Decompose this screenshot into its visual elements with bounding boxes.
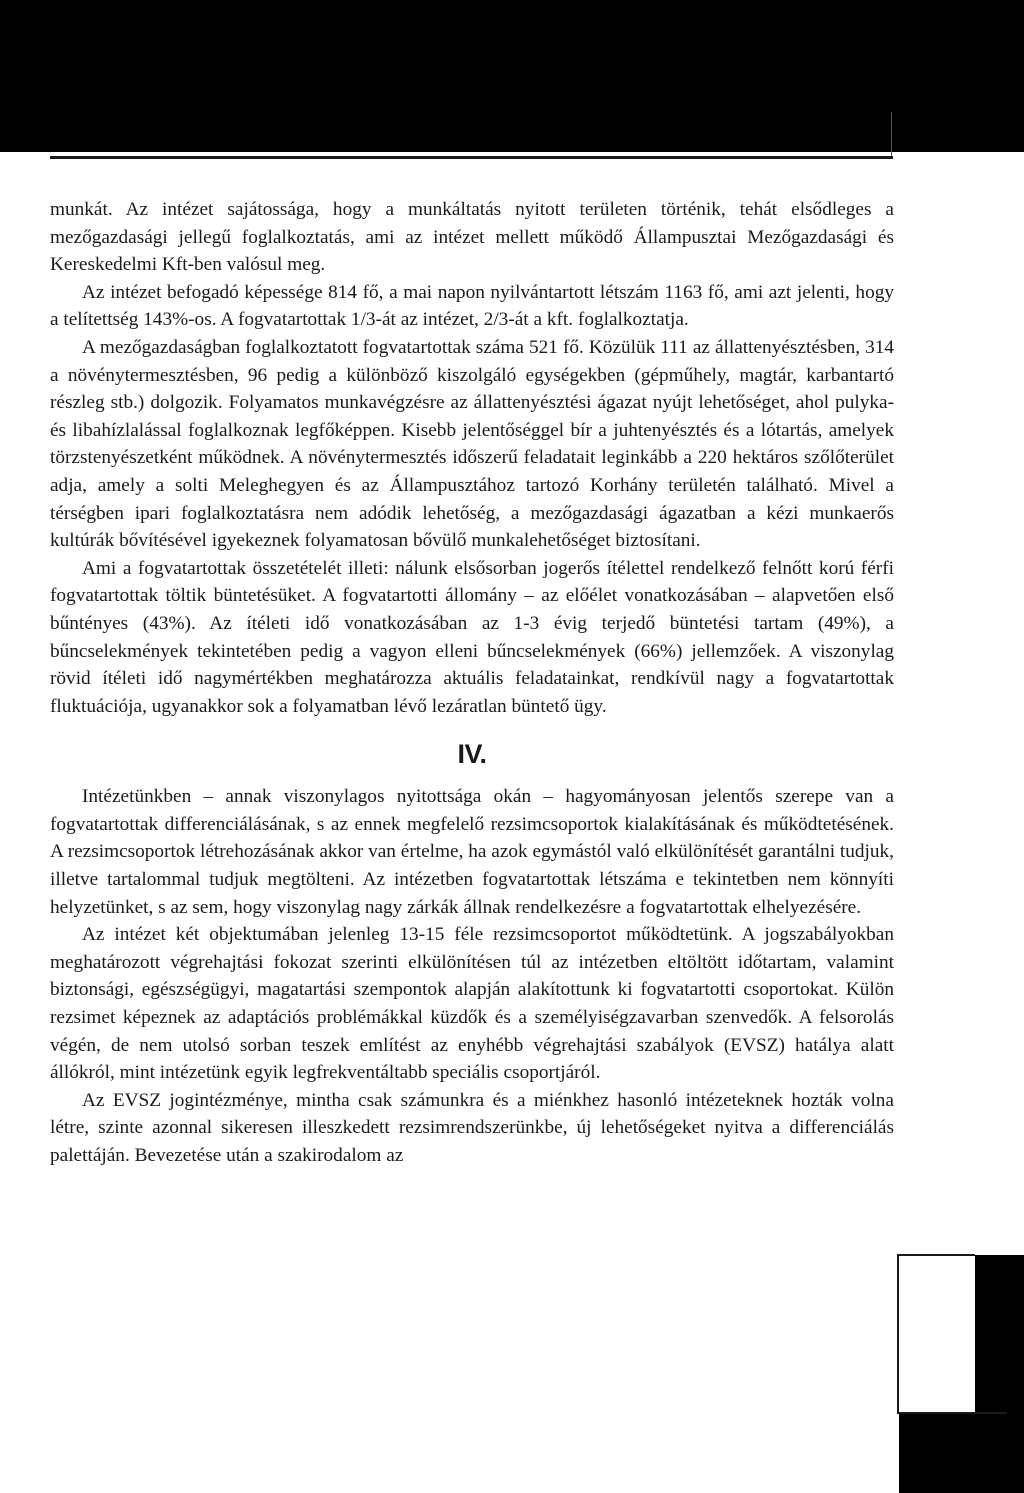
margin-box-rule [897,1254,899,1414]
section-heading: IV. [457,739,487,770]
paragraph: Az intézet befogadó képessége 814 fő, a mai napon nyilvántartott létszám 1163 fő, ami azt jelenti, hogy a telítettség 143%-os. A fogvatartottak 1/3-át az intézet, 2/3-át a kft. foglalkoztatja. [50,281,894,331]
margin-box-rule [897,1254,975,1256]
margin-box-interior [899,1256,975,1412]
margin-box-rule [897,1412,1007,1414]
paragraph: munkát. Az intézet sajátossága, hogy a munkáltatás nyitott területen történik, tehát elsődleges a mezőgazdasági jellegű foglalkoztatás, ami az intézet mellett működő Állampusztai Mezőgazdasági és Kereskedelmi Kft-ben valósul meg. [50,199,894,276]
paragraph: Az EVSZ jogintézménye, mintha csak számunkra és a miénkhez hasonló intézeteknek hozták volna létre, szinte azonnal sikeresen illeszkedett rezsimrendszerünkbe, új lehetőségeket nyitva a differenciálás palettáján. Bevezetése után a szakirodalom az [50,1089,894,1166]
scan-edge-mark [891,112,892,158]
dark-scan-border-top [0,0,1024,152]
body-text [50,196,894,1170]
paragraph: Az intézet két objektumában jelenleg 13-15 féle rezsimcsoportot működtetünk. A jogszabályokban meghatározott végrehajtási fokozat szerinti elkülönítésen túl az intézetben eltöltött időtartam, valamint biztonsági, egészségügyi, magatartási szempontok alapján alakítottunk ki fogvatartotti csoportokat. Külön rezsimet képeznek az adaptációs problémákkal küzdők és a személyiségzavarban szenvedők. A felsorolás végén, de nem utolsó sorban teszek említést az enyhébb végrehajtási szabályok (EVSZ) hatálya alatt állókról, mint intézetünk egyik legfrekventáltabb speciális csoportjáról. [50,924,894,1084]
paragraph: Intézetünkben – annak viszonylagos nyitottsága okán – hagyományosan jelentős szerepe van a fogvatartottak differenciálásának, s az ennek megfelelő rezsimcsoportok kialakításának és működtetésének. A rezsimcsoportok létrehozásának akkor van értelme, ha azok egymástól való elkülönítését garantálni tudjuk, illetve tartalommal tudjuk megtölteni. Az intézetben fogvatartottak létszáma e tekintetben nem könnyíti helyzetünket, s az sem, hogy viszonylag nagy zárkák állnak rendelkezésre a fogvatartottak elhelyezésére. [50,786,894,918]
paragraph: A mezőgazdaságban foglalkoztatott fogvatartottak száma 521 fő. Közülük 111 az állattenyésztésben, 314 a növénytermesztésben, 96 pedig a különböző kiszolgáló egységekben (gépműhely, magtár, karbantartó részleg stb.) dolgozik. Folyamatos munkavégzésre az állattenyésztési ágazat nyújt lehetőséget, ahol pulyka- és libahízlalással foglalkoznak legfőképpen. Kisebb jelentőséggel bír a juhtenyésztés és a lótartás, amelyek törzstenyészetként működnek. A növénytermesztés időszerű feladatait leginkább a 220 hektáros szőlőterület adja, amely a solti Meleghegyen és az Állampusztához tartozó Korhány területén található. Mivel a térségben ipari foglalkoztatásra nem adódik lehetőség, a mezőgazdasági ágazatban a kézi munkaerős kultúrák bővítésével igyekeznek folyamatosan bővülő munkalehetőséget biztosítani. [50,336,894,552]
header-rule [50,156,893,159]
paragraph: Ami a fogvatartottak összetételét illeti: nálunk elsősorban jogerős ítélettel rendelkező felnőtt korú férfi fogvatartottak töltik büntetésüket. A fogvatartotti állomány – az előélet vonatkozásában – alapvetően első bűntényes (43%). Az ítéleti idő vonatkozásában az 1-3 évig terjedő büntetési tartam (49%), a bűncselekmények tekintetében pedig a vagyon elleni bűncselekmények (66%) jellemzőek. A viszonylag rövid ítéleti idő nagymértékben meghatározza aktuális feladatainkat, rendkívül nagy a fogvatartottak fluktuációja, ugyanakkor sok a folyamatban lévő lezáratlan büntető ügy. [50,557,894,717]
